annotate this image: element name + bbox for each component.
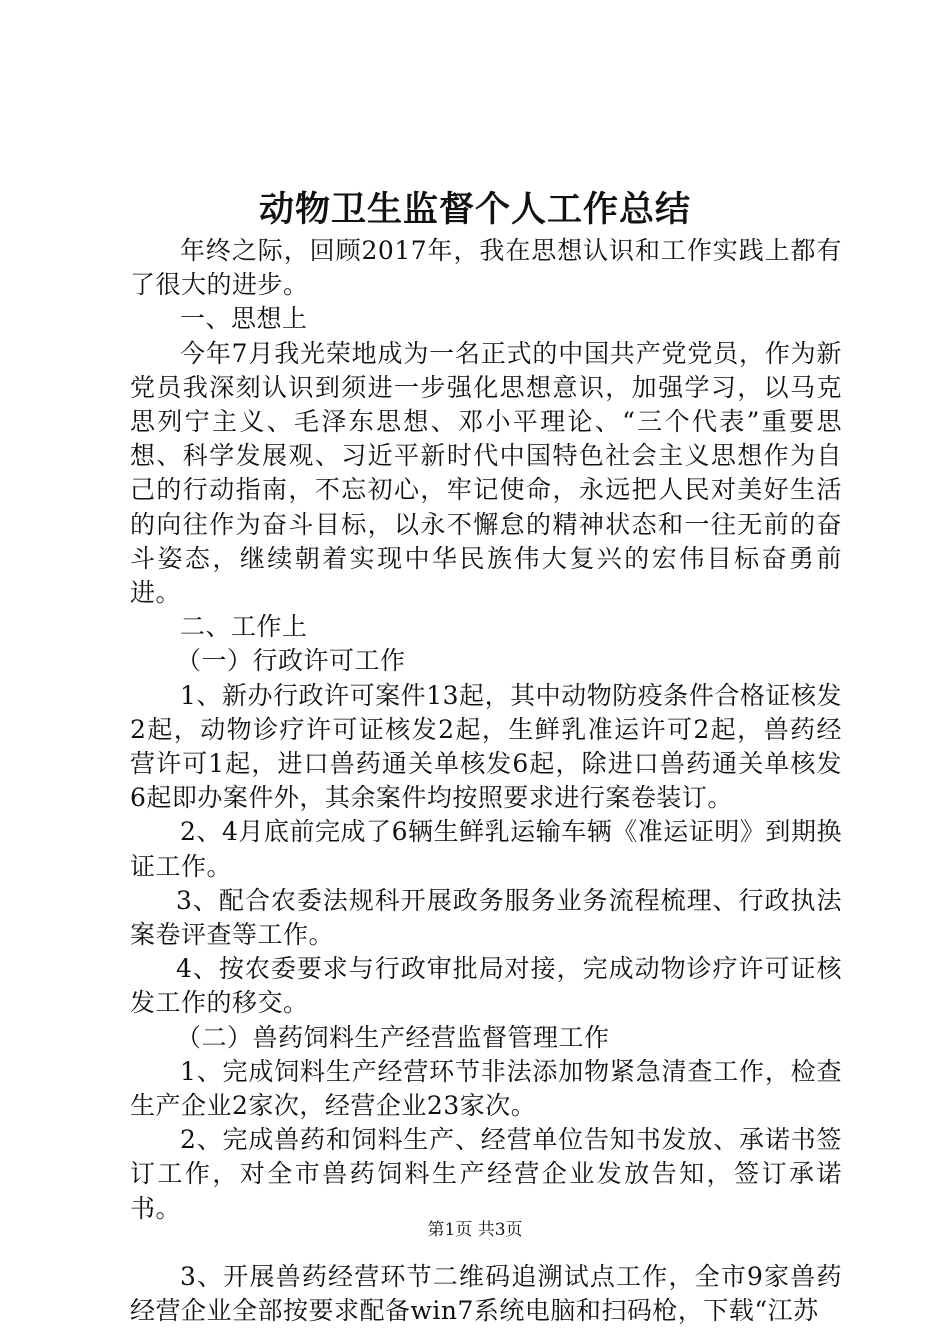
list-item: 3、开展兽药经营环节二维码追溯试点工作，全市9家兽药经营企业全部按要求配备win7系统电脑和扫码枪，下载“江苏 bbox=[130, 1261, 842, 1326]
intro-paragraph: 年终之际，回顾2017年，我在思想认识和工作实践上都有了很大的进步。 bbox=[130, 236, 842, 300]
document-title: 动物卫生监督个人工作总结 bbox=[258, 189, 691, 230]
document-body bbox=[130, 234, 842, 1328]
section-heading-work: 二、工作上 bbox=[180, 612, 308, 642]
list-item: 2、4月底前完成了6辆生鲜乳运输车辆《准运证明》到期换证工作。 bbox=[130, 817, 842, 881]
list-item: 4、按农委要求与行政审批局对接，完成动物诊疗许可证核发工作的移交。 bbox=[130, 954, 842, 1018]
body-paragraph: 今年7月我光荣地成为一名正式的中国共产党党员，作为新党员我深刻认识到须进一步强化思想意识，加强学习，以马克思列宁主义、毛泽东思想、邓小平理论、“三个代表”重要思想、科学发展观、习近平新时代中国特色社会主义思想作为自己的行动指南，不忘初心，牢记使命，永远把人民对美好生活的向往作为奋斗目标，以永不懈怠的精神状态和一往无前的奋斗姿态，继续朝着实现中华民族伟大复兴的宏伟目标奋勇前进。 bbox=[130, 338, 842, 608]
section-heading-thought: 一、思想上 bbox=[180, 304, 308, 334]
subsection-heading-supervision: （二）兽药饲料生产经营监督管理工作 bbox=[176, 1022, 610, 1052]
list-item: 1、完成饲料生产经营环节非法添加物紧急清查工作，检查生产企业2家次，经营企业23家次。 bbox=[130, 1056, 842, 1121]
list-item: 3、配合农委法规科开展政务服务业务流程梳理、行政执法案卷评查等工作。 bbox=[130, 885, 842, 950]
list-item: 2、完成兽药和饲料生产、经营单位告知书发放、承诺书签订工作，对全市兽药饲料生产经营企业发放告知，签订承诺书。 bbox=[130, 1125, 842, 1223]
subsection-heading-licensing: （一）行政许可工作 bbox=[176, 646, 406, 676]
page-number: 第1页 共3页 bbox=[427, 1220, 523, 1240]
list-item: 1、新办行政许可案件13起，其中动物防疫条件合格证核发2起，动物诊疗许可证核发2起，生鲜乳准运许可2起，兽药经营许可1起，进口兽药通关单核发6起，除进口兽药通关单核发6起即办案件外，其余案件均按照要求进行案卷装订。 bbox=[130, 680, 842, 813]
